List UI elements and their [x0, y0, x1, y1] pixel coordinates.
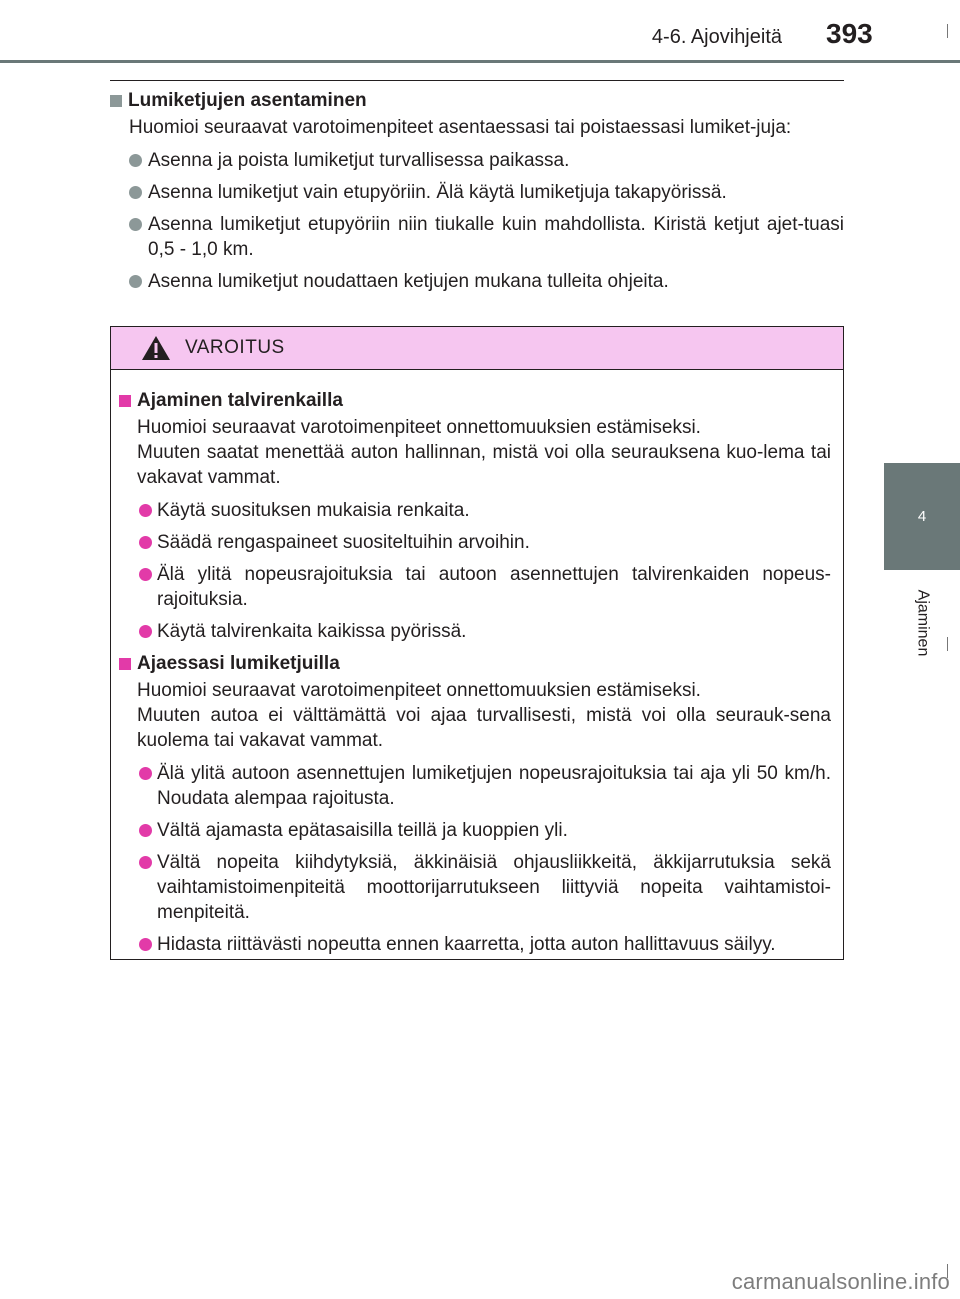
circle-bullet-icon: [139, 824, 152, 837]
warning-section-heading: Ajaminen talvirenkailla: [119, 388, 831, 413]
warning-title: VAROITUS: [185, 337, 285, 358]
watermark: carmanualsonline.info: [731, 1269, 950, 1294]
circle-bullet-icon: [139, 938, 152, 951]
warning-section-heading: Ajaessasi lumiketjuilla: [119, 651, 831, 676]
circle-bullet-icon: [129, 218, 142, 231]
list-item: Asenna ja poista lumiketjut turvallisessa paikassa.: [110, 148, 844, 173]
list-item: Käytä suosituksen mukaisia renkaita.: [119, 498, 831, 523]
content-rule: [110, 80, 844, 81]
chapter-tab: [884, 463, 960, 570]
list-item: Asenna lumiketjut etupyöriin niin tiukalle kuin mahdollista. Kiristä ketjut ajet-tuasi 0,5 - 1,0 km.: [110, 212, 844, 262]
warning-header: [111, 327, 843, 370]
intro-paragraph: Huomioi seuraavat varotoimenpiteet asentaessasi tai poistaessasi lumiket-juja:: [129, 117, 792, 138]
warning-section: [119, 651, 831, 957]
list-item: Älä ylitä nopeusrajoituksia tai autoon asennettujen talvirenkaiden nopeus-rajoituksia.: [119, 562, 831, 612]
chapter-label: [884, 570, 960, 676]
circle-bullet-icon: [129, 275, 142, 288]
crop-mark: [947, 24, 948, 38]
section-heading: [110, 88, 844, 113]
warning-paragraph: Huomioi seuraavat varotoimenpiteet onnettomuuksien estämiseksi.: [137, 680, 701, 701]
warning-body: [111, 370, 843, 957]
bullet-list: [119, 498, 831, 644]
square-bullet-icon: [110, 95, 122, 107]
warning-paragraph: Muuten saatat menettää auton hallinnan, mistä voi olla seurauksena kuo-lema tai vakavat vammat.: [137, 442, 831, 488]
list-item: Säädä rengaspaineet suositeltuihin arvoihin.: [119, 530, 831, 555]
circle-bullet-icon: [139, 568, 152, 581]
bullet-list: [110, 148, 844, 294]
warning-paragraph: Muuten autoa ei välttämättä voi ajaa turvallisesti, mistä voi olla seurauk-sena kuolema tai vakavat vammat.: [137, 705, 831, 751]
list-item: Käytä talvirenkaita kaikissa pyörissä.: [119, 619, 831, 644]
section-title: 4-6. Ajovihjeitä: [651, 26, 782, 48]
main-section: [110, 88, 844, 301]
list-item: Asenna lumiketjut vain etupyöriin. Älä käytä lumiketjuja takapyörissä.: [110, 180, 844, 205]
page-header: [0, 0, 960, 62]
warning-section: [119, 388, 831, 644]
circle-bullet-icon: [139, 856, 152, 869]
page-number: 393: [826, 18, 873, 49]
chapter-number: 4: [917, 508, 927, 525]
list-item: Älä ylitä autoon asennettujen lumiketjujen nopeusrajoituksia tai aja yli 50 km/h. Noudata alempaa rajoitusta.: [119, 761, 831, 811]
list-item: Vältä ajamasta epätasaisilla teillä ja kuoppien yli.: [119, 818, 831, 843]
chapter-label-text: Ajaminen: [913, 589, 931, 657]
section-heading-text: Lumiketjujen asentaminen: [128, 90, 367, 111]
list-item: Asenna lumiketjut noudattaen ketjujen mukana tulleita ohjeita.: [110, 269, 844, 294]
header-rule: [0, 60, 960, 63]
circle-bullet-icon: [139, 625, 152, 638]
square-bullet-icon: [119, 658, 131, 670]
square-bullet-icon: [119, 395, 131, 407]
bullet-list: [119, 761, 831, 957]
circle-bullet-icon: [129, 186, 142, 199]
list-item: Hidasta riittävästi nopeutta ennen kaarretta, jotta auton hallittavuus säilyy.: [119, 932, 831, 957]
circle-bullet-icon: [139, 767, 152, 780]
warning-paragraph: Huomioi seuraavat varotoimenpiteet onnettomuuksien estämiseksi.: [137, 417, 701, 438]
list-item: Vältä nopeita kiihdytyksiä, äkkinäisiä ohjausliikkeitä, äkkijarrutuksia sekä vaihtamistoimenpiteitä moottorijarrutukseen liittyviä nopeita vaihtamistoi-menpiteitä.: [119, 850, 831, 925]
circle-bullet-icon: [139, 504, 152, 517]
warning-box: [110, 326, 844, 960]
warning-triangle-icon: [141, 335, 171, 361]
circle-bullet-icon: [139, 536, 152, 549]
circle-bullet-icon: [129, 154, 142, 167]
